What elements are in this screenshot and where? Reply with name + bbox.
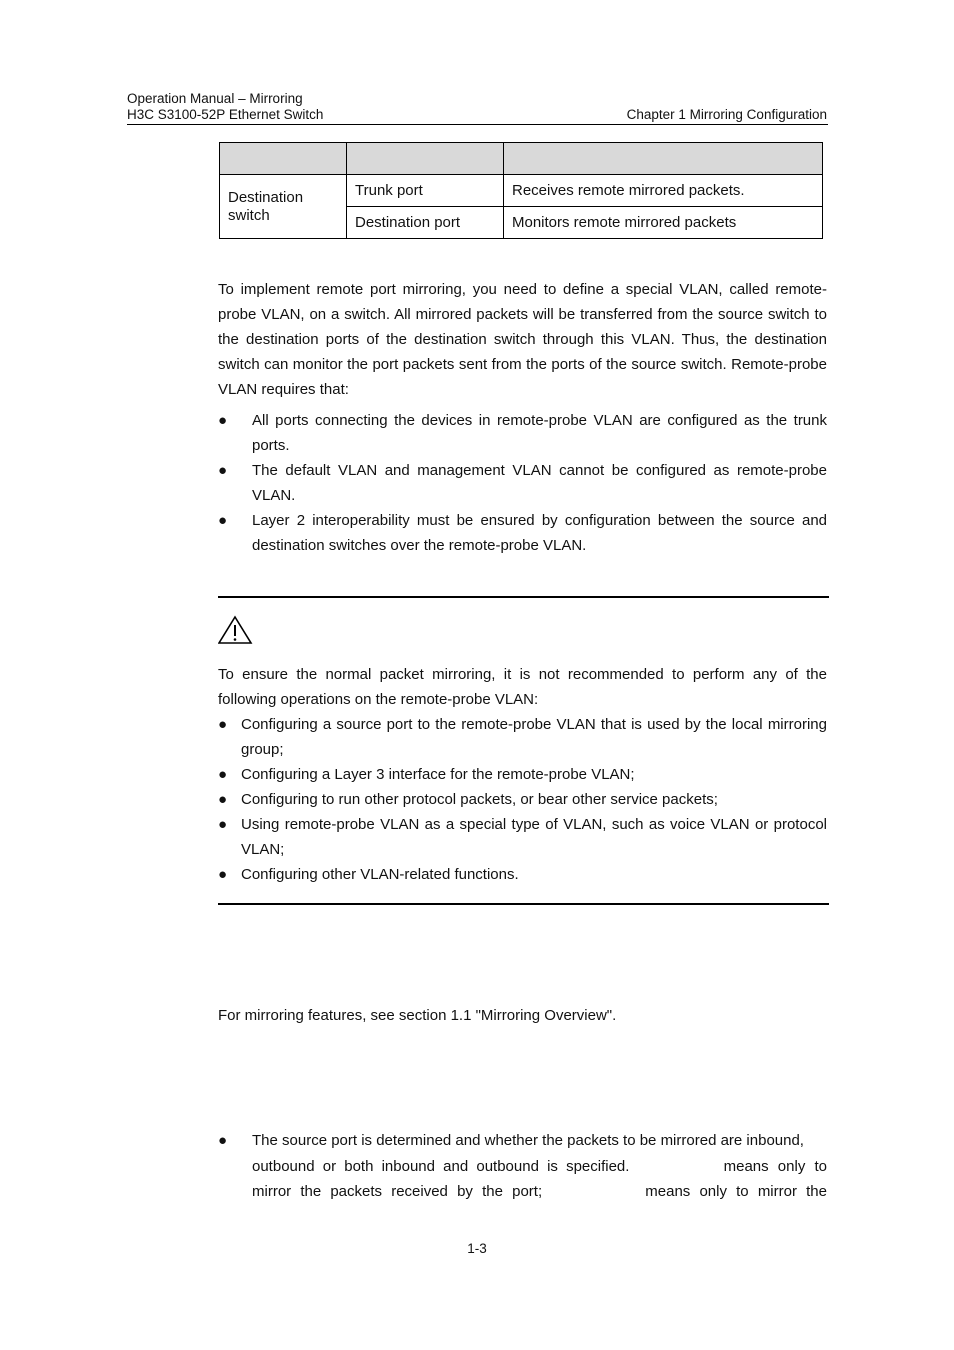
last-bullet-line2 xyxy=(252,1154,827,1179)
list-item-text: Configuring a Layer 3 interface for the remote-probe VLAN; xyxy=(241,766,635,783)
bullet-icon: ● xyxy=(218,412,228,429)
requirements-list xyxy=(218,408,827,558)
bullet-icon: ● xyxy=(218,766,228,783)
list-item xyxy=(218,508,827,558)
list-item xyxy=(218,812,827,862)
bullet-icon: ● xyxy=(218,866,228,883)
table-cell-port: Trunk port xyxy=(347,175,504,207)
list-item xyxy=(218,787,827,812)
product-name: H3C S3100-52P Ethernet Switch xyxy=(127,107,324,122)
bullet-icon: ● xyxy=(218,816,228,833)
table-cell-device: Destination switch xyxy=(220,175,347,239)
list-item xyxy=(218,862,827,887)
list-item-text: Using remote-probe VLAN as a special type of VLAN, such as voice VLAN or protocol VLAN; xyxy=(241,816,827,858)
chapter-title: Chapter 1 Mirroring Configuration xyxy=(626,107,827,122)
page-number: 1-3 xyxy=(467,1241,487,1256)
last-bullet-line1: The source port is determined and whether the packets to be mirrored are inbound, xyxy=(252,1132,804,1149)
caution-bottom-rule xyxy=(218,903,829,905)
see-section-text: For mirroring features, see section 1.1 "Mirroring Overview". xyxy=(218,1007,617,1024)
list-item xyxy=(218,408,827,458)
list-item-text: Configuring to run other protocol packets, or bear other service packets; xyxy=(241,791,718,808)
list-item-text: Configuring a source port to the remote-probe VLAN that is used by the local mirroring group; xyxy=(241,716,827,758)
last-bullet-line2-b: means only to xyxy=(723,1158,827,1175)
bullet-icon: ● xyxy=(218,462,228,479)
caution-text: To ensure the normal packet mirroring, it is not recommended to perform any of the following operations on the remote-probe VLAN: xyxy=(218,666,827,708)
table-cell-function: Monitors remote mirrored packets xyxy=(504,207,823,239)
bullet-icon: ● xyxy=(218,791,228,808)
table-cell-port: Destination port xyxy=(347,207,504,239)
caution-list xyxy=(218,712,827,887)
table-header-cell xyxy=(504,143,823,175)
list-item xyxy=(218,712,827,762)
role-table xyxy=(219,142,823,239)
header-left xyxy=(127,91,323,123)
table-header-cell xyxy=(347,143,504,175)
last-bullet-line3-b: means only to mirror the xyxy=(645,1183,827,1200)
table-header-row xyxy=(220,143,823,175)
list-item-text: Configuring other VLAN-related functions. xyxy=(241,866,519,883)
list-item xyxy=(218,762,827,787)
last-bullet-line3 xyxy=(252,1179,827,1204)
list-item-text: Layer 2 interoperability must be ensured by configuration between the source and destination switches over the remote-probe VLAN. xyxy=(252,512,827,554)
list-item-text: All ports connecting the devices in remote-probe VLAN are configured as the trunk ports. xyxy=(252,412,827,454)
last-bullet-line3-a: mirror the packets received by the port; xyxy=(252,1183,543,1200)
header-rule xyxy=(127,124,828,125)
list-item xyxy=(218,458,827,508)
table-header-cell xyxy=(220,143,347,175)
manual-title: Operation Manual – Mirroring xyxy=(127,91,303,106)
list-item-text: The default VLAN and management VLAN cannot be configured as remote-probe VLAN. xyxy=(252,462,827,504)
caution-top-rule xyxy=(218,596,829,598)
intro-paragraph: To implement remote port mirroring, you need to define a special VLAN, called remote-probe VLAN, on a switch. All mirrored packets will be transferred from the source switch to the destination ports of the destination switch through this VLAN. Thus, the destination switch can monitor the port packets sent from the ports of the source switch. Remote-probe VLAN requires that: xyxy=(218,281,827,398)
warning-triangle-icon xyxy=(218,615,254,645)
last-bullet-line2-a: outbound or both inbound and outbound is specified. xyxy=(252,1158,630,1175)
bullet-icon: ● xyxy=(218,1132,228,1149)
bullet-icon: ● xyxy=(218,512,228,529)
table-row xyxy=(220,175,823,207)
table-cell-function: Receives remote mirrored packets. xyxy=(504,175,823,207)
bullet-icon: ● xyxy=(218,716,228,733)
